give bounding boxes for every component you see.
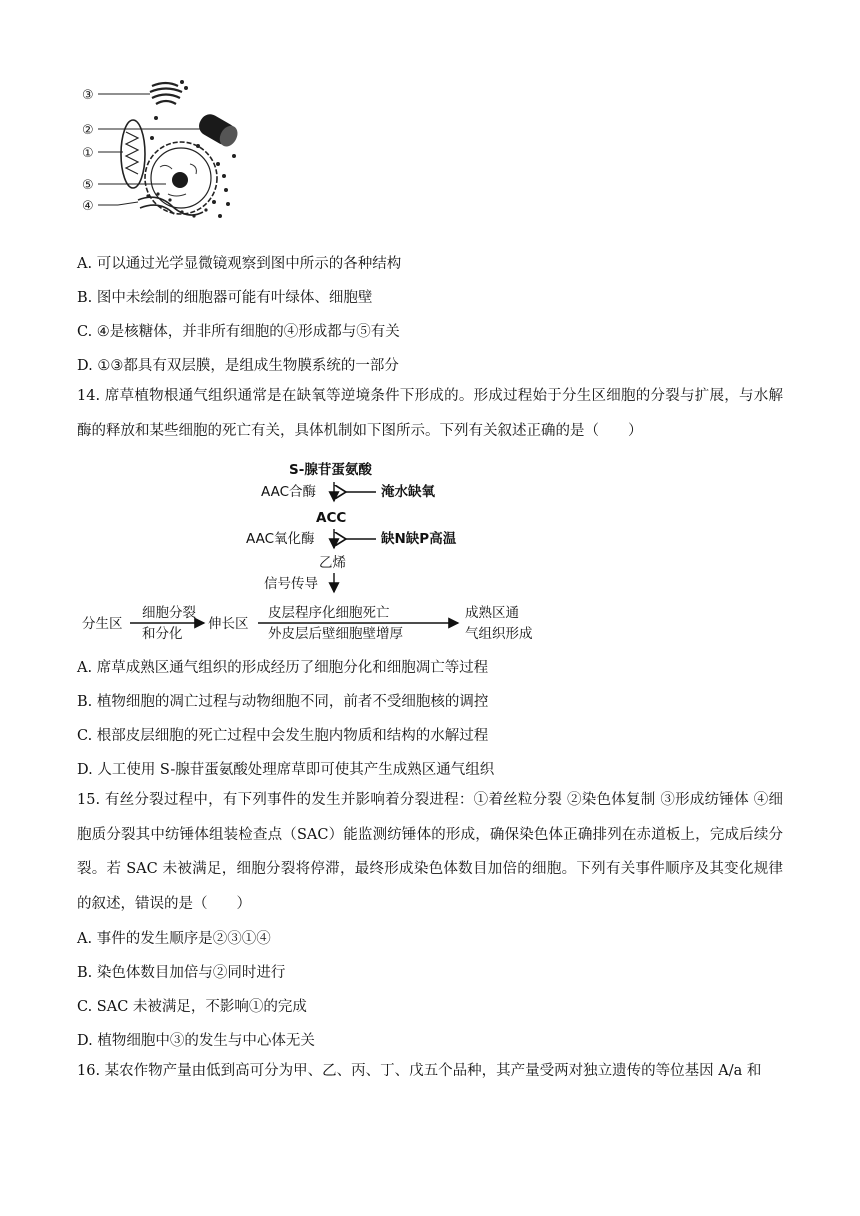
figure-label-4: ④ <box>82 199 94 214</box>
q13-option-a: A. 可以通过光学显微镜观察到图中所示的各种结构 <box>77 256 402 272</box>
q13-option-d: D. ①③都具有双层膜，是组成生物膜系统的一部分 <box>77 358 399 374</box>
factor-nutrient: 缺N缺P高温 <box>381 531 457 547</box>
factor-flood: 淹水缺氧 <box>381 484 435 500</box>
q14-option-a: A. 席草成熟区通气组织的形成经历了细胞分化和细胞凋亡等过程 <box>77 660 489 676</box>
q14-option-b: B. 植物细胞的凋亡过程与动物细胞不同，前者不受细胞核的调控 <box>77 694 489 710</box>
figure-label-3: ③ <box>82 88 94 103</box>
q15-option-d: D. 植物细胞中③的发生与中心体无关 <box>77 1033 315 1049</box>
signal-transduction: 信号传导 <box>264 576 318 592</box>
q16-stem: 16. 某农作物产量由低到高可分为甲、乙、丙、丁、戊五个品种，其产量受两对独立遗传的等位基因 A/a 和 <box>77 1063 762 1079</box>
q14-stem: 14. 席草植物根通气组织通常是在缺氧等逆境条件下形成的。形成过程始于分生区细胞的分裂与扩展，与水解酶的释放和某些细胞的死亡有关，具体机制如下图所示。下列有关叙述正确的是（ ） <box>77 388 783 439</box>
enzyme-aac-synthase: AAC合酶 <box>261 484 317 500</box>
figure-label-1: ① <box>82 146 94 161</box>
step2-top: 皮层程序化细胞死亡 <box>268 605 390 621</box>
q15-option-a: A. 事件的发生顺序是②③①④ <box>77 931 271 947</box>
q15-option-b: B. 染色体数目加倍与②同时进行 <box>77 965 286 981</box>
q15-option-c: C. SAC 未被满足，不影响①的完成 <box>77 999 307 1015</box>
step2-bottom: 外皮层后壁细胞壁增厚 <box>268 626 403 642</box>
step1-bottom: 和分化 <box>142 626 183 642</box>
q14-option-d: D. 人工使用 S-腺苷蛋氨酸处理席草即可使其产生成熟区通气组织 <box>77 762 495 778</box>
node-ethylene: 乙烯 <box>319 555 346 571</box>
q14-option-c: C. 根部皮层细胞的死亡过程中会发生胞内物质和结构的水解过程 <box>77 728 489 744</box>
node-sam: S-腺苷蛋氨酸 <box>289 462 372 478</box>
aerenchyma-pathway-diagram <box>78 455 638 650</box>
node-acc: ACC <box>316 510 347 526</box>
figure-label-2: ② <box>82 123 94 138</box>
step1-top: 细胞分裂 <box>142 605 196 621</box>
cell-structure-figure <box>78 72 248 222</box>
enzyme-aac-oxidase: AAC氧化酶 <box>246 531 315 547</box>
result-line1: 成熟区通 <box>465 605 519 621</box>
result-line2: 气组织形成 <box>465 626 533 642</box>
q13-option-c: C. ④是核糖体，并非所有细胞的④形成都与⑤有关 <box>77 324 400 340</box>
zone-meristem: 分生区 <box>82 616 123 632</box>
q13-option-b: B. 图中未绘制的细胞器可能有叶绿体、细胞壁 <box>77 290 373 306</box>
q15-stem: 15. 有丝分裂过程中，有下列事件的发生并影响着分裂进程：①着丝粒分裂 ②染色体复制 ③形成纺锤体 ④细胞质分裂其中纺锤体组装检查点（SAC）能监测纺锤体的形成，确保染色体正确排列在赤道板上，完成后续分裂。若 SAC 未被满足，细胞分裂将停滞，最终形成染色体数目加倍的细胞。下列有关事件顺序及其变化规律的叙述，错误的是（ ） <box>77 792 783 912</box>
zone-elongation: 伸长区 <box>208 616 249 632</box>
figure-label-5: ⑤ <box>82 178 94 193</box>
